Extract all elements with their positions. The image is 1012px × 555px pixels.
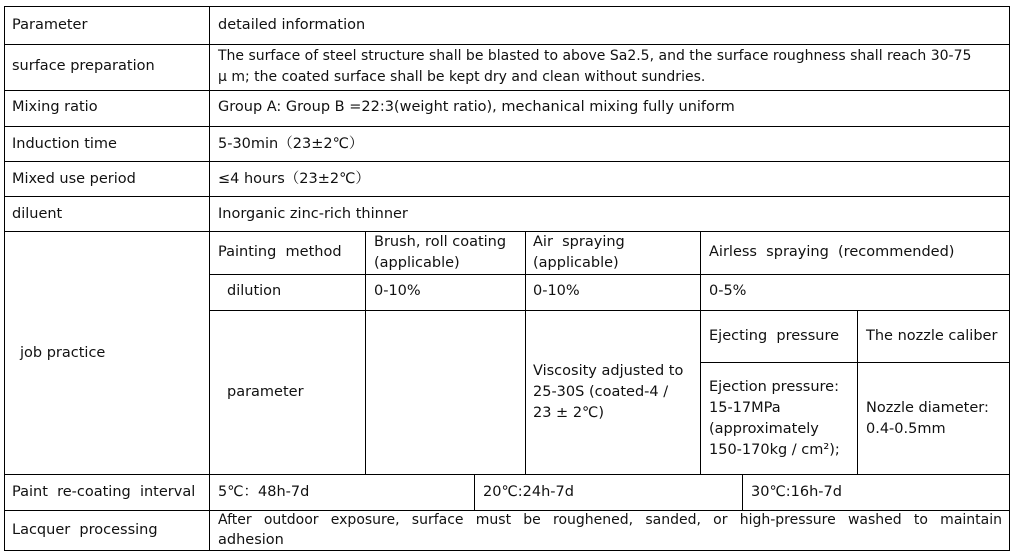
nozzle-diameter-line-1: Nozzle diameter: (866, 400, 989, 416)
recoating-20c-value: 20℃:24h-7d (483, 484, 574, 500)
ejection-pressure-line-1: Ejection pressure: (709, 379, 839, 395)
surface-preparation-line-1: The surface of steel structure shall be blasted to above Sa2.5, and the surface roughness shall reach 30-75 (218, 48, 972, 64)
mixed-use-period-value: ≤4 hours（23±2℃） (218, 171, 370, 187)
air-parameter-line-3: 23 ± 2℃) (533, 405, 604, 421)
recoating-30c-value: 30℃:16h-7d (751, 484, 842, 500)
airless-spraying-header: Airless spraying (recommended) (709, 244, 955, 260)
painting-method-header: Painting method (218, 244, 342, 260)
nozzle-caliber-header: The nozzle caliber (866, 328, 998, 344)
brush-roll-header-line-2: (applicable) (374, 255, 460, 271)
rule-method-brush (365, 231, 366, 474)
lacquer-processing-line-1: After outdoor exposure, surface must be roughened, sanded, or high-pressure washed to maintain (218, 512, 1002, 528)
mixing-ratio-label: Mixing ratio (12, 99, 98, 115)
rule-after-header (4, 44, 1010, 45)
lacquer-processing-line-2: adhesion (218, 532, 284, 548)
surface-preparation-line-2: μ m; the coated surface shall be kept dry and clean without sundries. (218, 69, 706, 85)
rule-right (1009, 6, 1010, 551)
mixing-ratio-value: Group A: Group B =22:3(weight ratio), mechanical mixing fully uniform (218, 99, 735, 115)
brush-roll-header-line-1: Brush, roll coating (374, 234, 507, 250)
dilution-airless-value: 0-5% (709, 283, 747, 299)
rule-recoating-5-20 (474, 474, 475, 510)
rule-after-mixed-use (4, 196, 1010, 197)
air-parameter-line-1: Viscosity adjusted to (533, 363, 684, 379)
rule-after-job-practice (4, 474, 1010, 475)
air-parameter-line-2: 25-30S (coated-4 / (533, 384, 669, 400)
rule-bottom (4, 550, 1010, 551)
induction-time-label: Induction time (12, 136, 117, 152)
lacquer-processing-label: Lacquer processing (12, 522, 158, 538)
surface-preparation-label: surface preparation (12, 58, 155, 74)
ejection-pressure-line-2: 15-17MPa (709, 400, 781, 416)
induction-time-value: 5-30min（23±2℃） (218, 136, 364, 152)
rule-after-diluent (4, 231, 1010, 232)
header-detailed-information: detailed information (218, 17, 366, 33)
ejecting-pressure-header: Ejecting pressure (709, 328, 840, 344)
rule-recoating-20-30 (742, 474, 743, 510)
parameter-table (4, 6, 1010, 551)
rule-after-induction (4, 161, 1010, 162)
rule-after-dilution (209, 310, 1010, 311)
rule-brush-air (525, 231, 526, 474)
mixed-use-period-label: Mixed use period (12, 171, 136, 187)
air-spraying-header-line-1: Air spraying (533, 234, 625, 250)
rule-left (4, 6, 5, 551)
diluent-value: Inorganic zinc-rich thinner (218, 206, 408, 222)
rule-air-airless (700, 231, 701, 474)
rule-after-mixing (4, 126, 1010, 127)
ejection-pressure-line-3: (approximately (709, 421, 819, 437)
diluent-label: diluent (12, 206, 63, 222)
rule-top (4, 6, 1010, 7)
header-parameter: Parameter (12, 17, 88, 33)
rule-after-ejecting-header (700, 362, 1010, 363)
parameter-label: parameter (227, 384, 304, 400)
rule-ejecting-nozzle (857, 310, 858, 474)
rule-after-method (209, 274, 1010, 275)
recoating-5c-value: 5℃：48h-7d (218, 484, 310, 500)
dilution-air-value: 0-10% (533, 283, 580, 299)
rule-after-surface (4, 90, 1010, 91)
dilution-label: dilution (227, 283, 282, 299)
air-spraying-header-line-2: (applicable) (533, 255, 619, 271)
nozzle-diameter-line-2: 0.4-0.5mm (866, 421, 946, 437)
recoating-interval-label: Paint re-coating interval (12, 484, 196, 500)
job-practice-label: job practice (20, 345, 106, 361)
dilution-brush-value: 0-10% (374, 283, 421, 299)
ejection-pressure-line-4: 150-170kg / cm²); (709, 442, 840, 458)
rule-label-column (209, 6, 210, 551)
